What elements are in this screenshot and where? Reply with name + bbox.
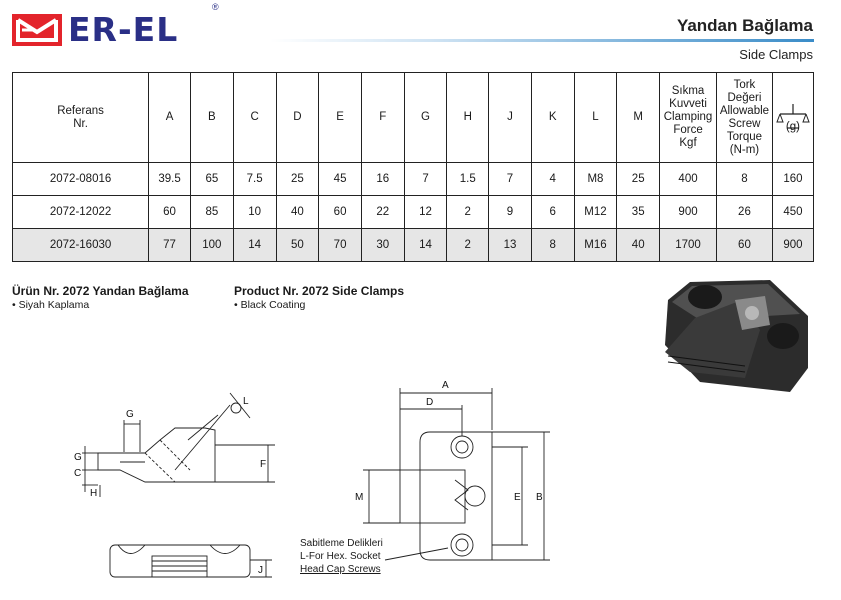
- table-cell: M8: [574, 163, 617, 196]
- header-clamping-force: Sıkma Kuvveti Clamping Force Kgf: [660, 73, 717, 163]
- table-cell: 85: [190, 196, 233, 229]
- table-cell: 25: [276, 163, 319, 196]
- table-cell: 45: [319, 163, 362, 196]
- header-b: B: [190, 73, 233, 163]
- dim-label-g2: G: [74, 452, 82, 463]
- table-cell: 40: [276, 196, 319, 229]
- product-note-en-item: • Black Coating: [234, 299, 306, 311]
- table-cell: 65: [190, 163, 233, 196]
- brand-name: ER-EL: [68, 10, 179, 49]
- table-cell: 7.5: [233, 163, 276, 196]
- header-screw-torque: Tork Değeri Allowable Screw Torque (N-m): [716, 73, 772, 163]
- table-cell: 10: [233, 196, 276, 229]
- top-view-drawing: [363, 388, 550, 560]
- table-cell: 16: [361, 163, 404, 196]
- table-cell: 8: [716, 163, 772, 196]
- header-c: C: [233, 73, 276, 163]
- dim-label-m: M: [355, 492, 364, 503]
- product-note-en-title: Product Nr. 2072 Side Clamps: [234, 284, 405, 298]
- registered-mark: ®: [212, 2, 219, 12]
- dim-label-c: C: [74, 468, 82, 479]
- table-cell: 14: [404, 229, 447, 262]
- dim-label-b: B: [536, 492, 543, 503]
- table-cell: 900: [772, 229, 813, 262]
- table-cell: 25: [617, 163, 660, 196]
- dim-label-h: H: [90, 488, 98, 499]
- page-subtitle: Side Clamps: [739, 47, 813, 62]
- header-k: K: [531, 73, 574, 163]
- dim-label-g: G: [126, 409, 134, 420]
- header-weight: (g): [772, 73, 813, 163]
- table-cell: 39.5: [149, 163, 191, 196]
- table-cell: 6: [531, 196, 574, 229]
- dim-label-e: E: [514, 492, 521, 503]
- table-cell: 160: [772, 163, 813, 196]
- dim-label-j: J: [258, 565, 263, 576]
- table-cell: 60: [149, 196, 191, 229]
- header-f: F: [361, 73, 404, 163]
- dim-label-l: L: [243, 396, 249, 407]
- table-cell: 2072-16030: [13, 229, 149, 262]
- dim-label-a: A: [442, 380, 449, 391]
- table-cell: 900: [660, 196, 717, 229]
- table-cell: 14: [233, 229, 276, 262]
- product-note-tr-title: Ürün Nr. 2072 Yandan Bağlama: [12, 284, 189, 298]
- header-h: H: [447, 73, 489, 163]
- table-cell: 50: [276, 229, 319, 262]
- header-j: J: [489, 73, 532, 163]
- table-cell: 400: [660, 163, 717, 196]
- header-a: A: [149, 73, 191, 163]
- table-cell: 40: [617, 229, 660, 262]
- header-g: G: [404, 73, 447, 163]
- table-cell: 8: [531, 229, 574, 262]
- header-e: E: [319, 73, 362, 163]
- table-cell: 2072-12022: [13, 196, 149, 229]
- table-cell: 70: [319, 229, 362, 262]
- table-cell: 7: [489, 163, 532, 196]
- table-cell: 35: [617, 196, 660, 229]
- side-view-drawing: [82, 393, 275, 497]
- table-cell: M16: [574, 229, 617, 262]
- table-cell: 13: [489, 229, 532, 262]
- page-title: Yandan Bağlama: [676, 16, 813, 35]
- table-cell: 7: [404, 163, 447, 196]
- product-photo: [665, 280, 808, 392]
- table-cell: 60: [716, 229, 772, 262]
- table-cell: M12: [574, 196, 617, 229]
- mounting-holes-note: Sabitleme Delikleri L-For Hex. Socket Head Cap Screws: [300, 538, 383, 575]
- table-cell: 1.5: [447, 163, 489, 196]
- header-ref: Referans Nr.: [13, 73, 149, 163]
- front-view-drawing: [110, 545, 272, 577]
- header-l: L: [574, 73, 617, 163]
- table-cell: 1700: [660, 229, 717, 262]
- table-cell: 2: [447, 229, 489, 262]
- table-cell: 12: [404, 196, 447, 229]
- table-cell: 4: [531, 163, 574, 196]
- dim-label-d: D: [426, 397, 434, 408]
- table-cell: 9: [489, 196, 532, 229]
- table-cell: 77: [149, 229, 191, 262]
- header-d: D: [276, 73, 319, 163]
- table-cell: 2: [447, 196, 489, 229]
- table-cell: 26: [716, 196, 772, 229]
- table-cell: 450: [772, 196, 813, 229]
- table-cell: 100: [190, 229, 233, 262]
- dim-label-f: F: [260, 459, 267, 470]
- table-cell: 22: [361, 196, 404, 229]
- table-cell: 60: [319, 196, 362, 229]
- product-note-tr-item: • Siyah Kaplama: [12, 299, 90, 311]
- header-m: M: [617, 73, 660, 163]
- table-cell: 30: [361, 229, 404, 262]
- table-cell: 2072-08016: [13, 163, 149, 196]
